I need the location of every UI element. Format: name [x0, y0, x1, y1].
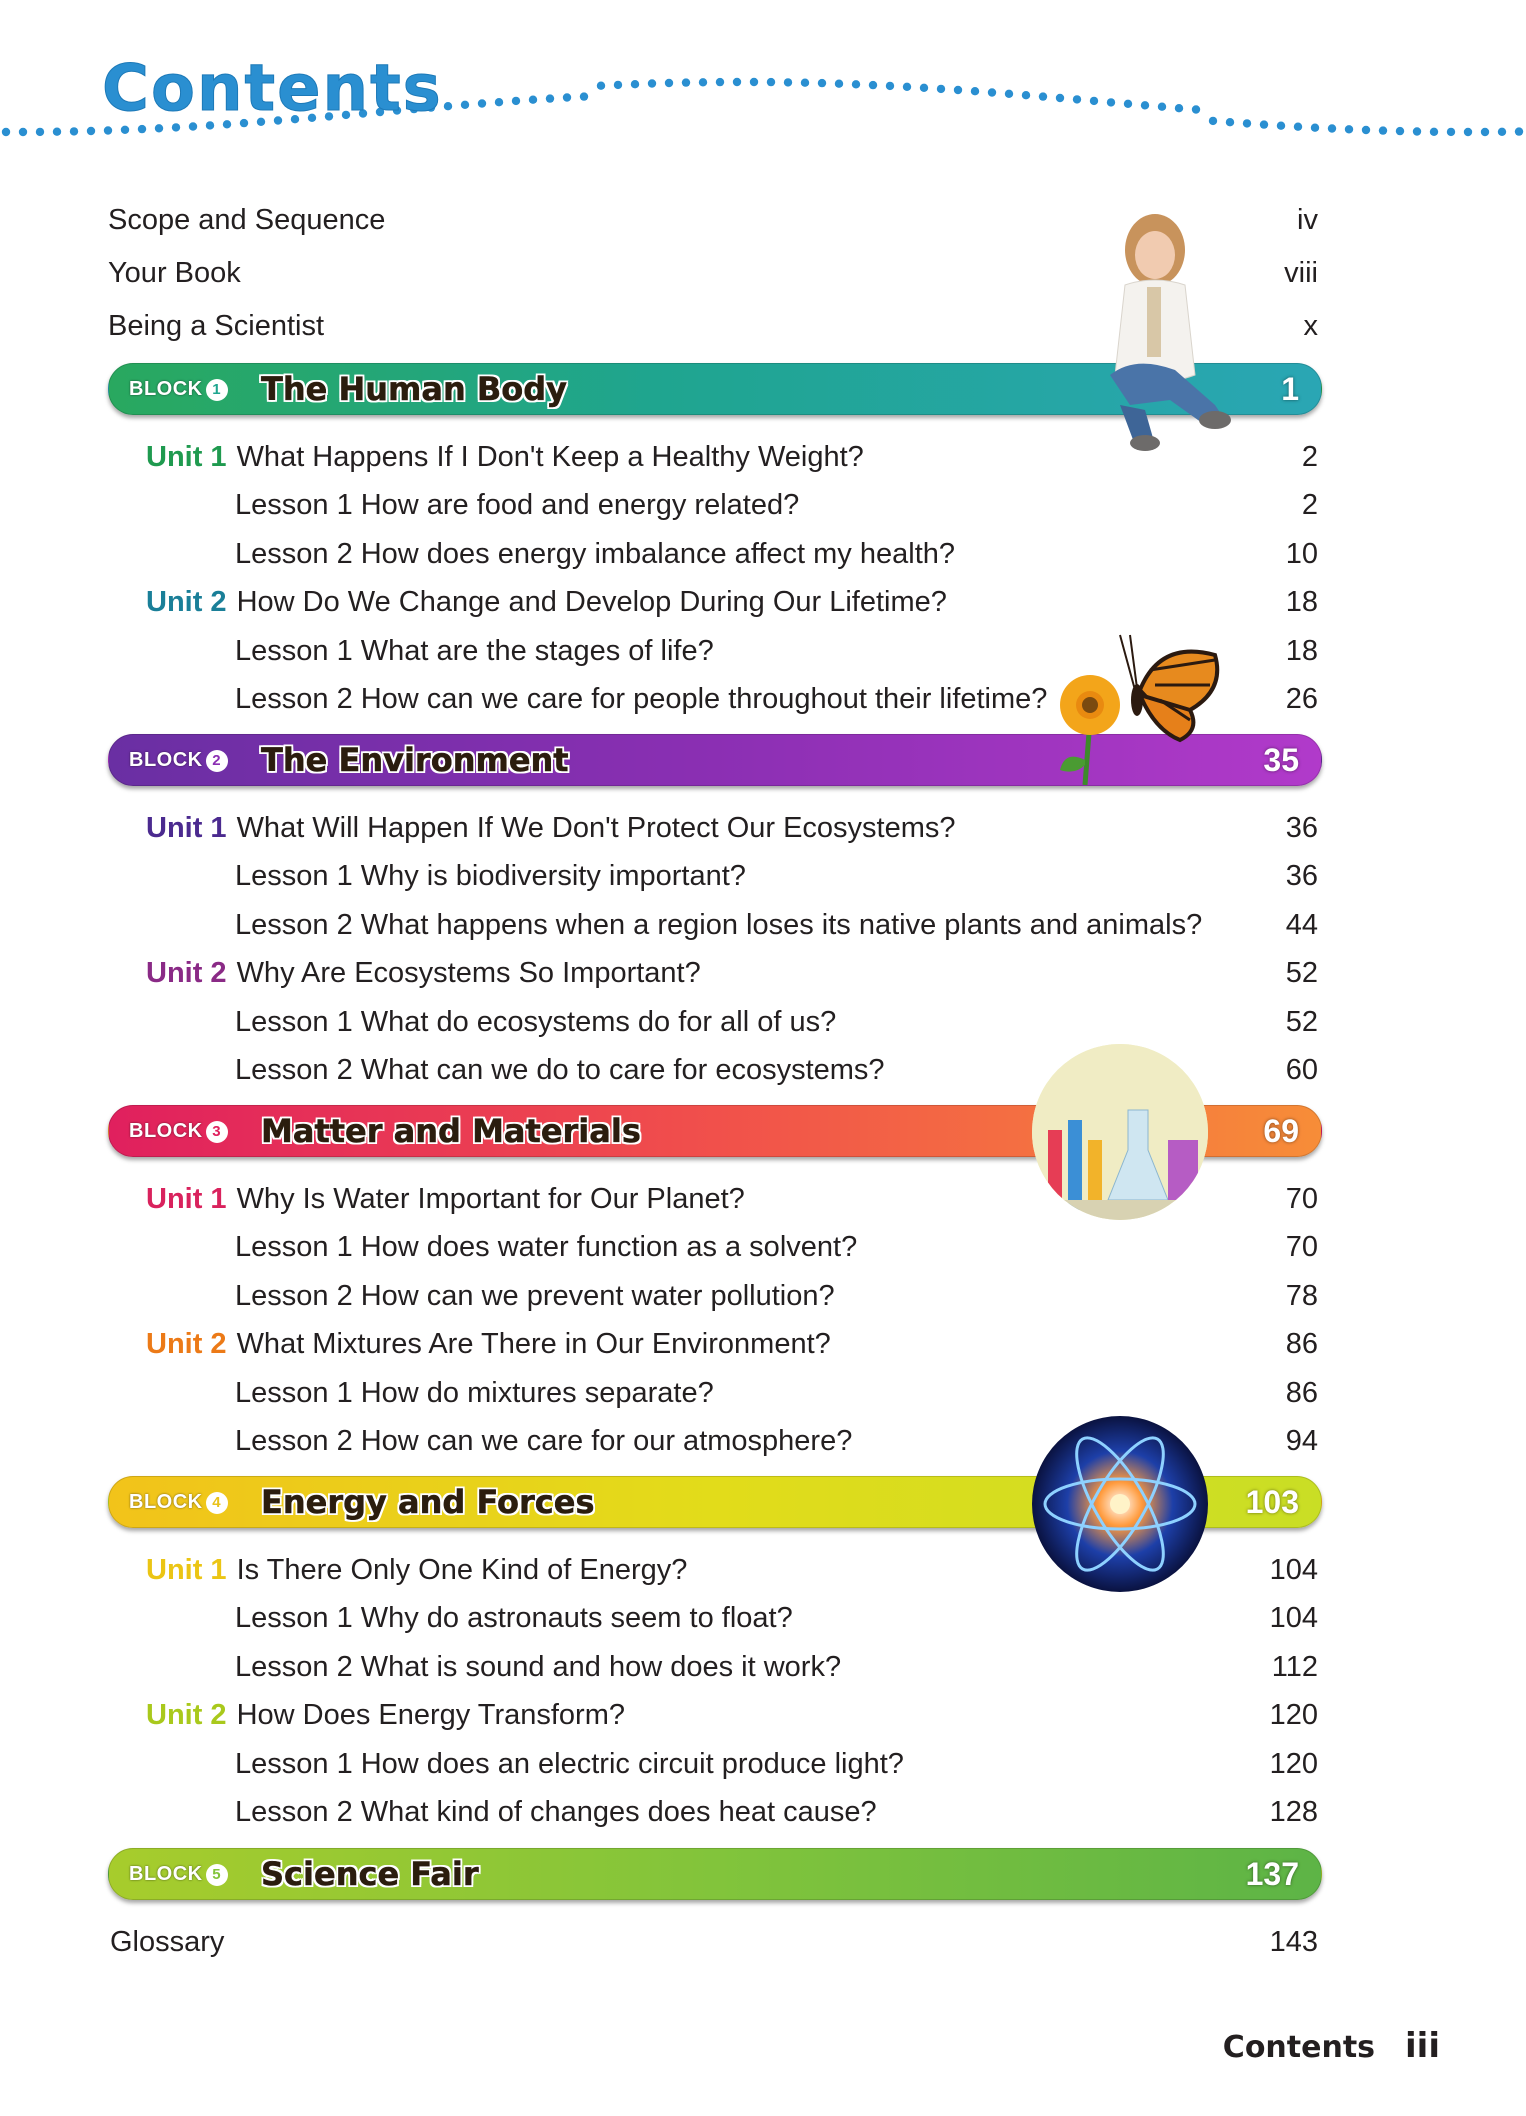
- entry-title: Your Book: [108, 257, 241, 289]
- butterfly-flower-photo: [1040, 630, 1240, 790]
- wave-dot: [801, 79, 809, 87]
- lesson-title: What happens when a region loses its native plants and animals?: [360, 909, 1203, 941]
- lesson-title: How can we prevent water pollution?: [360, 1280, 835, 1312]
- page-footer: [1223, 2026, 1440, 2066]
- wave-dot: [920, 84, 928, 92]
- block-label: BLOCK 2: [129, 735, 228, 785]
- wave-dot: [937, 85, 945, 93]
- lesson-page: 60: [1285, 1054, 1318, 1086]
- toc-unit[interactable]: [0, 1548, 1526, 1592]
- unit-title: What Happens If I Don't Keep a Healthy Weight?: [236, 441, 864, 473]
- unit-page: 52: [1285, 957, 1318, 989]
- lesson-page: 52: [1285, 1006, 1318, 1038]
- lesson-label: Lesson 2: [235, 1280, 353, 1312]
- wave-dot: [1158, 103, 1166, 111]
- atom-energy-photo: [1028, 1412, 1213, 1597]
- wave-dot: [971, 87, 979, 95]
- wave-dot: [1277, 122, 1285, 130]
- entry-page: x: [1303, 310, 1318, 342]
- lesson-label: Lesson 2: [235, 538, 353, 570]
- lesson-page: 36: [1285, 860, 1318, 892]
- toc-unit[interactable]: [0, 580, 1526, 624]
- entry-title: Being a Scientist: [108, 310, 325, 342]
- wave-dot: [53, 128, 61, 136]
- wave-dot: [699, 78, 707, 86]
- lesson-label: Lesson 1: [235, 1748, 353, 1780]
- lesson-label: Lesson 1: [235, 1602, 353, 1634]
- wave-dot: [1413, 127, 1421, 135]
- lesson-page: 18: [1285, 635, 1318, 667]
- lesson-page: 44: [1285, 909, 1318, 941]
- block-title: Energy and Forces: [261, 1483, 595, 1521]
- toc-unit[interactable]: [0, 806, 1526, 850]
- lesson-label: Lesson 2: [235, 1651, 353, 1683]
- wave-dot: [1379, 126, 1387, 134]
- wave-dot: [1243, 119, 1251, 127]
- lesson-label: Lesson 1: [235, 1377, 353, 1409]
- toc-entry-scope[interactable]: [0, 198, 1526, 242]
- unit-label: Unit 2: [146, 586, 227, 618]
- unit-label: Unit 1: [146, 812, 227, 844]
- unit-title: How Does Energy Transform?: [236, 1699, 625, 1731]
- wave-dot: [2, 128, 10, 136]
- toc-lesson[interactable]: [0, 1645, 1526, 1689]
- lesson-page: 78: [1285, 1280, 1318, 1312]
- unit-page: 70: [1285, 1183, 1318, 1215]
- block-title: The Environment: [261, 741, 569, 779]
- wave-dot: [886, 82, 894, 90]
- wave-dot: [1481, 128, 1489, 136]
- toc-unit[interactable]: [0, 951, 1526, 995]
- lesson-title: What are the stages of life?: [360, 635, 714, 667]
- toc-unit[interactable]: [0, 1322, 1526, 1366]
- toc-lesson[interactable]: [0, 1419, 1526, 1463]
- block-title: The Human Body: [261, 370, 568, 408]
- block-label: BLOCK 4: [129, 1477, 228, 1527]
- toc-lesson[interactable]: [0, 1000, 1526, 1044]
- lesson-page: 70: [1285, 1231, 1318, 1263]
- unit-title: Why Are Ecosystems So Important?: [236, 957, 701, 989]
- toc-lesson[interactable]: [0, 483, 1526, 527]
- lesson-label: Lesson 1: [235, 1006, 353, 1038]
- toc-lesson[interactable]: [0, 677, 1526, 721]
- lesson-label: Lesson 1: [235, 1231, 353, 1263]
- lesson-title: How do mixtures separate?: [360, 1377, 714, 1409]
- lesson-page: 2: [1301, 489, 1318, 521]
- lesson-label: Lesson 1: [235, 489, 353, 521]
- toc-lesson[interactable]: [0, 532, 1526, 576]
- block-page: 35: [1263, 742, 1299, 778]
- unit-label: Unit 1: [146, 1183, 227, 1215]
- wave-dot: [1209, 117, 1217, 125]
- wave-dot: [682, 78, 690, 86]
- wave-dot: [1362, 126, 1370, 134]
- lesson-title: How does energy imbalance affect my health?: [360, 538, 956, 570]
- wave-dot: [1090, 97, 1098, 105]
- toc-lesson[interactable]: [0, 1742, 1526, 1786]
- unit-page: 2: [1301, 441, 1318, 473]
- toc-unit[interactable]: [0, 1693, 1526, 1737]
- entry-page: viii: [1284, 257, 1318, 289]
- wave-dot: [461, 101, 469, 109]
- toc-unit[interactable]: [0, 1177, 1526, 1221]
- toc-lesson[interactable]: [0, 1225, 1526, 1269]
- wave-dot: [1192, 105, 1200, 113]
- entry-title: Scope and Sequence: [108, 204, 386, 236]
- wave-dot: [1464, 128, 1472, 136]
- wave-dot: [563, 93, 571, 101]
- toc-entry-your-book[interactable]: [0, 251, 1526, 295]
- lesson-title: Why do astronauts seem to float?: [360, 1602, 793, 1634]
- wave-dot: [1430, 128, 1438, 136]
- toc-lesson[interactable]: [0, 629, 1526, 673]
- wave-dot: [444, 102, 452, 110]
- wave-dot: [1056, 94, 1064, 102]
- block-page: 69: [1263, 1113, 1299, 1149]
- wave-dot: [852, 80, 860, 88]
- girl-photo: [1075, 205, 1235, 455]
- wave-dot: [1294, 123, 1302, 131]
- unit-page: 36: [1285, 812, 1318, 844]
- wave-dot: [784, 78, 792, 86]
- lesson-title: How can we care for people throughout their lifetime?: [360, 683, 1048, 715]
- wave-dot: [903, 83, 911, 91]
- block-label: BLOCK 5: [129, 1849, 228, 1899]
- wave-dot: [716, 78, 724, 86]
- lesson-page: 128: [1269, 1796, 1318, 1828]
- unit-title: What Mixtures Are There in Our Environment?: [236, 1328, 831, 1360]
- unit-title: Why Is Water Important for Our Planet?: [236, 1183, 745, 1215]
- lesson-title: How does water function as a solvent?: [360, 1231, 858, 1263]
- lesson-label: Lesson 2: [235, 1054, 353, 1086]
- wave-dot: [1073, 95, 1081, 103]
- page-number: iii: [1405, 2026, 1440, 2066]
- block-page: 103: [1245, 1484, 1299, 1520]
- lesson-label: Lesson 2: [235, 1425, 353, 1457]
- lesson-title: How are food and energy related?: [360, 489, 800, 521]
- unit-title: How Do We Change and Develop During Our Lifetime?: [236, 586, 947, 618]
- block-page: 1: [1281, 371, 1299, 407]
- entry-page: iv: [1297, 204, 1318, 236]
- toc-lesson[interactable]: [0, 1790, 1526, 1834]
- lesson-page: 86: [1285, 1377, 1318, 1409]
- wave-dot: [1141, 101, 1149, 109]
- toc-lesson[interactable]: [0, 903, 1526, 947]
- toc-lesson[interactable]: [0, 1048, 1526, 1092]
- wave-dot: [1345, 125, 1353, 133]
- lesson-page: 10: [1285, 538, 1318, 570]
- lesson-title: Why is biodiversity important?: [360, 860, 746, 892]
- page-title: Contents: [102, 52, 443, 126]
- wave-dot: [1226, 118, 1234, 126]
- wave-dot: [1005, 90, 1013, 98]
- wave-dot: [835, 80, 843, 88]
- block-label: BLOCK 1: [129, 364, 228, 414]
- unit-label: Unit 2: [146, 1699, 227, 1731]
- wave-dot: [818, 79, 826, 87]
- toc-lesson[interactable]: [0, 1274, 1526, 1318]
- lesson-page: 104: [1269, 1602, 1318, 1634]
- unit-title: Is There Only One Kind of Energy?: [236, 1554, 688, 1586]
- wave-dot: [19, 128, 27, 136]
- unit-label: Unit 2: [146, 957, 227, 989]
- wave-dot: [767, 78, 775, 86]
- toc-unit[interactable]: [0, 435, 1526, 479]
- lesson-title: How does an electric circuit produce light?: [360, 1748, 904, 1780]
- wave-dot: [733, 78, 741, 86]
- unit-page: 104: [1269, 1554, 1318, 1586]
- toc-entry-being-scientist[interactable]: [0, 304, 1526, 348]
- wave-dot: [597, 82, 605, 90]
- lab-glassware-photo: [1028, 1040, 1213, 1225]
- unit-page: 120: [1269, 1699, 1318, 1731]
- toc-lesson[interactable]: [0, 854, 1526, 898]
- lesson-label: Lesson 2: [235, 909, 353, 941]
- wave-dot: [614, 81, 622, 89]
- wave-dot: [648, 79, 656, 87]
- lesson-title: What is sound and how does it work?: [360, 1651, 842, 1683]
- wave-dot: [665, 79, 673, 87]
- wave-dot: [580, 92, 588, 100]
- entry-page: 143: [1269, 1926, 1318, 1958]
- toc-lesson[interactable]: [0, 1596, 1526, 1640]
- wave-dot: [1107, 98, 1115, 106]
- wave-dot: [36, 128, 44, 136]
- wave-dot: [1124, 100, 1132, 108]
- lesson-page: 94: [1285, 1425, 1318, 1457]
- block-label: BLOCK 3: [129, 1106, 228, 1156]
- entry-title: Glossary: [110, 1926, 225, 1958]
- toc-lesson[interactable]: [0, 1371, 1526, 1415]
- wave-dot: [1175, 104, 1183, 112]
- lesson-page: 120: [1269, 1748, 1318, 1780]
- footer-label: Contents: [1222, 2030, 1376, 2065]
- wave-dot: [631, 80, 639, 88]
- block-bar-5[interactable]: [108, 1848, 1322, 1900]
- toc-entry-glossary[interactable]: [0, 1920, 1526, 1964]
- lesson-label: Lesson 1: [235, 635, 353, 667]
- wave-dot: [138, 125, 146, 133]
- wave-dot: [87, 127, 95, 135]
- wave-dot: [869, 81, 877, 89]
- wave-dot: [1328, 124, 1336, 132]
- wave-dot: [529, 96, 537, 104]
- wave-dot: [546, 94, 554, 102]
- lesson-title: How can we care for our atmosphere?: [360, 1425, 853, 1457]
- wave-dot: [512, 97, 520, 105]
- lesson-page: 112: [1271, 1651, 1318, 1683]
- wave-dot: [1396, 127, 1404, 135]
- wave-dot: [1498, 128, 1506, 136]
- wave-dot: [495, 98, 503, 106]
- wave-dot: [121, 126, 129, 134]
- unit-page: 18: [1285, 586, 1318, 618]
- wave-dot: [104, 126, 112, 134]
- wave-dot: [1260, 120, 1268, 128]
- lesson-label: Lesson 2: [235, 683, 353, 715]
- block-page: 137: [1245, 1856, 1299, 1892]
- wave-dot: [1022, 91, 1030, 99]
- unit-page: 86: [1285, 1328, 1318, 1360]
- wave-dot: [750, 78, 758, 86]
- block-title: Matter and Materials: [261, 1112, 641, 1150]
- wave-dot: [954, 86, 962, 94]
- block-title: Science Fair: [261, 1855, 479, 1893]
- wave-dot: [1447, 128, 1455, 136]
- lesson-title: What do ecosystems do for all of us?: [360, 1006, 837, 1038]
- wave-dot: [1515, 127, 1523, 135]
- unit-label: Unit 2: [146, 1328, 227, 1360]
- unit-title: What Will Happen If We Don't Protect Our Ecosystems?: [236, 812, 956, 844]
- lesson-title: What kind of changes does heat cause?: [360, 1796, 877, 1828]
- wave-dot: [1311, 124, 1319, 132]
- lesson-label: Lesson 2: [235, 1796, 353, 1828]
- lesson-page: 26: [1285, 683, 1318, 715]
- lesson-title: What can we do to care for ecosystems?: [360, 1054, 885, 1086]
- unit-label: Unit 1: [146, 1554, 227, 1586]
- wave-dot: [478, 99, 486, 107]
- lesson-label: Lesson 1: [235, 860, 353, 892]
- wave-dot: [1039, 92, 1047, 100]
- wave-dot: [988, 88, 996, 96]
- wave-dot: [70, 127, 78, 135]
- unit-label: Unit 1: [146, 441, 227, 473]
